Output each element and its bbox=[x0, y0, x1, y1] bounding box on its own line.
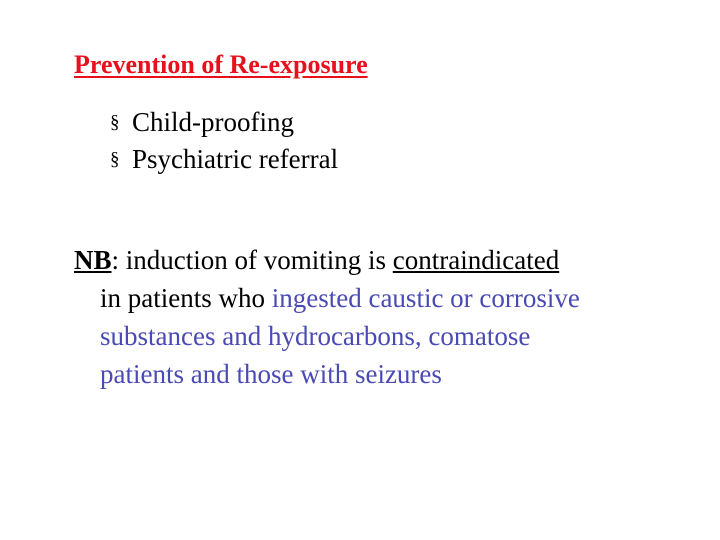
bullet-list bbox=[110, 104, 338, 178]
note-line-1 bbox=[74, 241, 694, 279]
bullet-item bbox=[110, 104, 338, 141]
bullet-text: Child-proofing bbox=[132, 107, 294, 137]
nb-colon: : bbox=[111, 245, 120, 275]
note-text: in patients who bbox=[100, 283, 272, 313]
note-highlight: ingested caustic or corrosive bbox=[271, 283, 580, 313]
note-emphasis: contraindicated bbox=[392, 245, 560, 275]
bullet-item bbox=[110, 141, 338, 178]
note-line-4: patients and those with seizures bbox=[100, 359, 442, 389]
note-line-3: substances and hydrocarbons, comatose bbox=[100, 321, 531, 351]
nb-label: NB bbox=[74, 245, 112, 275]
bullet-marker-icon: § bbox=[110, 149, 120, 170]
note-text: induction of vomiting is bbox=[119, 245, 393, 275]
bullet-text: Psychiatric referral bbox=[132, 144, 339, 174]
note-line-2 bbox=[74, 279, 694, 317]
bullet-marker-icon: § bbox=[110, 112, 120, 133]
nb-note bbox=[74, 241, 694, 393]
slide-title: Prevention of Re-exposure bbox=[74, 50, 368, 79]
